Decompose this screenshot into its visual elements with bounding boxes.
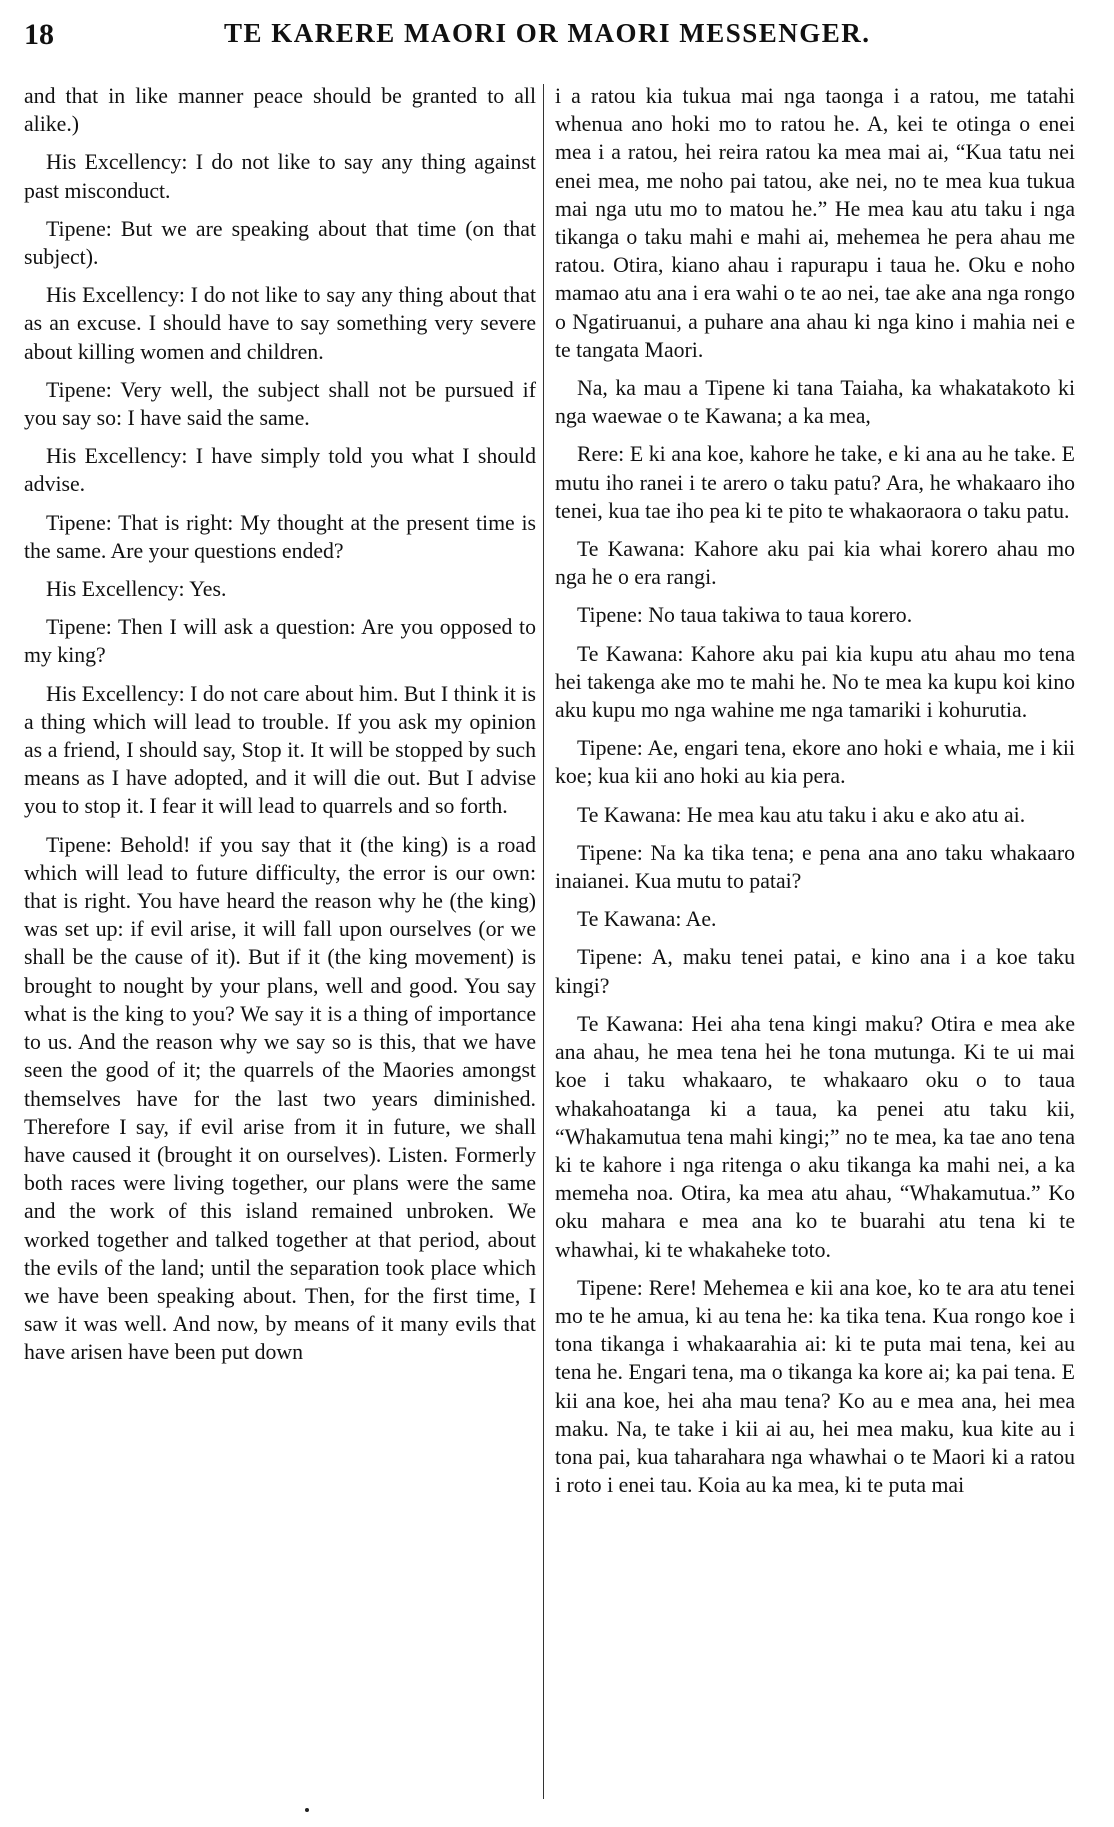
paragraph: His Excellency: I do not like to say any thing against past misconduct. <box>24 150 536 203</box>
paragraph: Tipene: Rere! Mehemea e kii ana koe, ko te ara atu tenei mo te he amua, ki au tena he: ka tika tena. Kua rongo koe i tona tikanga i whakaarahia ai: ki te puta mai tena, kei au tena he. Engari tena, ma o tikanga ka kore ai; ka pai tena. E kii ana koe, hei aha mau tena? Ko au e mea ana, hei mea maku. Na, te take i kii ai au, hei mea maku, kua kite au i tona pai, kua taharahara nga whawhai o te Maori ki a ratou i roto i enei tau. Koia au ka mea, ki te puta mai <box>555 1275 1075 1498</box>
paragraph: Tipene: A, maku tenei patai, e kino ana i a koe taku kingi? <box>555 945 1075 998</box>
paragraph: Rere: E ki ana koe, kahore he take, e ki ana au he take. E mutu iho ranei i te arero o taku patu? Ara, he whakaaro iho tenei, kua tae iho pea ki te pito te whakaoraora o taku patu. <box>555 442 1075 523</box>
column-divider <box>543 84 544 1799</box>
paragraph: His Excellency: I do not like to say any thing about that as an excuse. I should have to say something very severe about killing women and children. <box>24 283 536 364</box>
right-column-maori <box>555 82 1075 1509</box>
paragraph: Tipene: Very well, the subject shall not be pursued if you say so: I have said the same. <box>24 377 536 431</box>
paragraph: His Excellency: I do not care about him. But I think it is a thing which will lead to trouble. If you ask my opinion as a friend, I should say, Stop it. It will be stopped by such means as I have adopted, and it will die out. But I advise you to stop it. I fear it will lead to quarrels and so forth. <box>24 681 536 819</box>
footer-dot <box>305 1808 309 1812</box>
paragraph: Tipene: Na ka tika tena; e pena ana ano taku whakaaro inaianei. Kua mutu to patai? <box>555 840 1075 894</box>
paragraph: Tipene: That is right: My thought at the present time is the same. Are your questions ended? <box>24 510 536 563</box>
paragraph: Tipene: No taua takiwa to taua korero. <box>577 603 913 628</box>
paragraph: Na, ka mau a Tipene ki tana Taiaha, ka whakatakoto ki nga waewae o te Kawana; a ka mea, <box>555 376 1075 429</box>
left-column-english <box>24 82 536 1377</box>
paragraph: Te Kawana: He mea kau atu taku i aku e ako atu ai. <box>577 802 1026 827</box>
paragraph: Te Kawana: Kahore aku pai kia kupu atu ahau mo tena hei takenga ake mo te mahi he. No te mea ka kupu koi kino aku kupu mo nga wahine me nga tamariki i kohurutia. <box>555 641 1075 723</box>
paragraph: and that in like manner peace should be granted to all alike.) <box>24 84 536 137</box>
paragraph: Tipene: Behold! if you say that it (the king) is a road which will lead to future difficulty, the error is our own: that is right. You have heard the reason why he (the king) was set up: if evil arise, it will fall upon ourselves (or we shall be the cause of it). But if it (the king movement) is brought to nought by your plans, well and good. You say what is the king to you? We say it is a thing of importance to us. And the reason why we say so is this, that we have seen the good of it; the quarrels of the Maories amongst themselves have for the last two years diminished. Therefore I say, if evil arise from it in future, we shall have caused it (brought it on ourselves). Listen. Formerly both races were living together, our plans were the same and the work of this island remained unbroken. We worked together and talked together at that period, about the evils of the land; until the separation took place which we have been speaking about. Then, for the first time, I saw it was well. And now, by means of it many evils that have arisen have been put down <box>24 832 536 1365</box>
paragraph: Tipene: Ae, engari tena, ekore ano hoki e whaia, me i kii koe; kua kii ano hoki au kia pera. <box>555 736 1075 789</box>
paragraph: Te Kawana: Kahore aku pai kia whai korero ahau mo nga he o era rangi. <box>555 537 1075 590</box>
paragraph: Tipene: Then I will ask a question: Are you opposed to my king? <box>24 615 536 668</box>
paragraph: Te Kawana: Hei aha tena kingi maku? Otira e mea ake ana ahau, he mea tena hei he tona mutunga. Ki te ui mai koe i taku whakaaro, te whakaaro oku o to taua whakahoatanga ki a taua, ka penei atu taku kii, “Whakamutua tena mahi kingi;” no te mea, ka tae ano tena ki te kahore i nga ritenga o aku tikanga ka mahi nei, a ka memeha noa. Otira, ka mea atu ahau, “Whakamutua.” Ko oku mahara e mea ana ko te buarahi atu tena ki te whawhai, ki te whakaheke toto. <box>555 1011 1075 1262</box>
paragraph: Tipene: But we are speaking about that time (on that subject). <box>24 216 536 270</box>
paragraph: His Excellency: Yes. <box>46 577 227 602</box>
running-title: TE KARERE MAORI OR MAORI MESSENGER. <box>224 18 871 48</box>
paragraph: Te Kawana: Ae. <box>577 907 717 932</box>
page-number: 18 <box>24 18 54 51</box>
page-header <box>24 10 1094 58</box>
paragraph: His Excellency: I have simply told you what I should advise. <box>24 444 536 497</box>
paragraph: i a ratou kia tukua mai nga taonga i a ratou, me tatahi whenua ano hoki mo to ratou he. A, kei te otinga o enei mea i a ratou, hei reira ratou ka mea mai ai, “Kua tatu nei enei mea, me noho pai tatou, ake nei, no te mea kua tukua mai nga utu mo to matou he.” He mea kau atu taku i nga tikanga o taku mahi e mahi ai, mehemea he pera ahau me ratou. Otira, kiano ahau i rapurapu i taua he. Oku e noho mamao atu ana i era wahi o te ao nei, tae ake ana nga rongo o Ngatiruanui, a puhare ana ahau ki nga kino i mahia nei e te tangata Maori. <box>555 84 1075 362</box>
